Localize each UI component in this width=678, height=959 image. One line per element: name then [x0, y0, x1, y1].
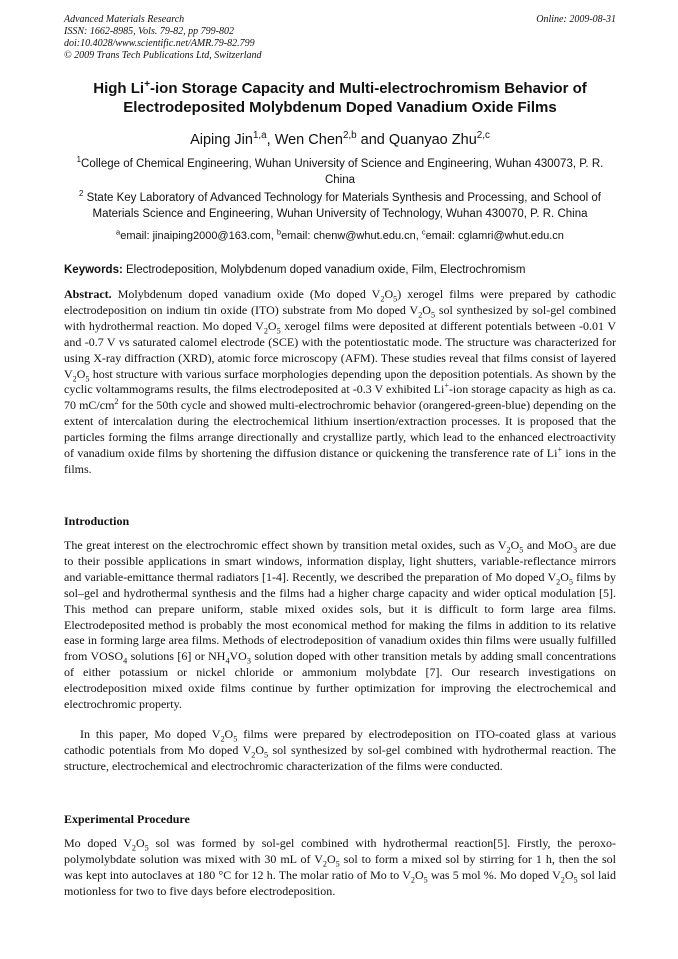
subscript: 2 [418, 310, 423, 320]
email-link[interactable]: email: chenw@whut.edu.cn, [281, 230, 422, 242]
subscript: 5 [519, 545, 524, 555]
author-superscript: 2,c [476, 130, 490, 142]
title-superscript: + [144, 79, 151, 90]
subscript: 2 [263, 326, 268, 336]
subscript: 5 [144, 843, 149, 853]
email-link[interactable]: email: cglamri@whut.edu.cn [425, 230, 564, 242]
email-list [64, 228, 616, 244]
title-text: High Li [93, 80, 145, 97]
subscript: 2 [72, 373, 77, 383]
abstract-text: O [267, 318, 277, 333]
abstract-text: O [384, 287, 394, 301]
subscript: 5 [85, 373, 90, 383]
author-superscript: 2,b [342, 130, 357, 142]
title-text: -ion Storage Capacity and Multi-electrochromism Behavior of [150, 80, 587, 97]
subscript: 2 [506, 545, 511, 555]
doi-line: doi:10.4028/www.scientific.net/AMR.79-82.799 [64, 38, 255, 49]
email-superscript: a [116, 227, 121, 237]
body-text: O [326, 851, 336, 866]
body-text: O [224, 727, 234, 741]
author-name: , Wen Chen [266, 132, 343, 148]
body-text: Mo doped V [64, 836, 132, 850]
intro-paragraph-1 [64, 538, 616, 713]
superscript: 2 [114, 397, 119, 407]
subscript: 5 [423, 875, 428, 885]
body-text: sol was formed by sol-gel combined with hydrothermal reaction[5]. Firstly, the peroxo-polymolybdate solution was mixed with 30 mL of V [64, 836, 616, 866]
author-superscript: 1,a [252, 130, 267, 142]
abstract-text: ) xerogel films were prepared by cathodic electrodeposition on indium tin oxide (ITO) substrate from Mo doped V [64, 287, 617, 317]
subscript: 2 [220, 734, 225, 744]
subscript: 4 [123, 656, 128, 666]
section-heading-experimental: Experimental Procedure [64, 812, 190, 826]
issn-line: ISSN: 1662-8985, Vols. 79-82, pp 799-802 [64, 26, 234, 37]
email-superscript: b [276, 227, 282, 237]
abstract-text: O [76, 366, 86, 381]
subscript: 2 [322, 859, 327, 869]
journal-header [64, 14, 616, 62]
experimental-paragraph [64, 836, 616, 900]
journal-name: Advanced Materials Research [64, 14, 185, 25]
keywords-text: Electrodeposition, Molybdenum doped vanadium oxide, Film, Electrochromism [122, 264, 526, 276]
body-text: O [510, 538, 520, 552]
abstract [64, 287, 616, 478]
body-text: films by sol–gel and hydrothermal synthesis and the films had a higher charge capacity and wider optical modulation [5]. This method can prepare uniform, stable mixed oxides sols, but it is difficult to form large area films. Electrodeposited method is probably the most economical method for making the films in addition to its relative ease in forming large area films. Methods of electrodeposition of vanadium oxides thin films were usually fulfilled from VOSO [64, 569, 616, 664]
subscript: 2 [251, 750, 256, 760]
body-text: VO [229, 649, 247, 664]
intro-paragraph-2 [64, 727, 616, 775]
subscript: 5 [430, 310, 436, 320]
email-link[interactable]: email: jinaiping2000@163.com, [120, 230, 277, 242]
subscript: 5 [233, 734, 238, 744]
author-name: and Quanyao Zhu [356, 132, 477, 148]
subscript: 5 [335, 859, 340, 869]
affiliation-number: 1 [76, 155, 82, 165]
subscript: 5 [573, 875, 578, 885]
abstract-text: -ion storage capacity as high as ca. 70 mC/cm [64, 382, 616, 413]
subscript: 2 [560, 875, 565, 885]
subscript: 2 [380, 294, 385, 304]
body-text: was 5 mol %. Mo doped V [427, 867, 561, 882]
author-list [64, 131, 616, 149]
body-text: The great interest on the electrochromic effect shown by transition metal oxides, such as V [64, 538, 507, 552]
subscript: 2 [131, 843, 136, 853]
superscript: + [444, 381, 449, 391]
body-text: films were prepared by electrodeposition on ITO-coated glass at various cathodic potentials from Mo doped V [64, 727, 616, 757]
body-text: sol synthesized by sol-gel combined with hydrothermal reaction. The structure, electrochemical and electrochromic characterization of the films were conducted. [64, 742, 616, 773]
affiliation-text: State Key Laboratory of Advanced Technology for Materials Synthesis and Processing, and School of Materials Science and Engineering, Wuhan University of Technology, Wuhan 430070, P. R. China [83, 192, 601, 220]
section-heading-introduction: Introduction [64, 514, 130, 528]
abstract-text: Molybdenum doped vanadium oxide (Mo doped V [111, 287, 381, 301]
online-date: Online: 2009-08-31 [536, 14, 616, 25]
subscript: 3 [572, 545, 578, 555]
body-text: O [560, 569, 569, 584]
body-text: In this paper, Mo doped V [80, 727, 221, 741]
affiliation-2 [64, 190, 616, 222]
subscript: 2 [556, 577, 561, 587]
body-text: O [564, 867, 574, 882]
keywords-label: Keywords: [64, 264, 123, 276]
abstract-text: host structure with various surface morphologies depending upon the deposition potentials. As shown by the cyclic voltammograms results, the films electrodeposited at -0.3 V exhibited Li [64, 366, 616, 397]
keywords [64, 262, 616, 278]
subscript: 5 [393, 294, 398, 304]
body-text: are due to their possible applications in smart windows, information display, light shutters, variable-reflectance mirrors and variable-emittance thermal radiators [1-4]. Recently, we described the preparation of Mo doped V [64, 538, 617, 584]
subscript: 3 [246, 656, 251, 666]
subscript: 4 [225, 656, 230, 666]
body-text: solutions [6] or NH [127, 649, 226, 664]
body-text: O [136, 836, 145, 850]
abstract-text: for the 50th cycle and showed multi-electrochromic behavior (orangered-green-blue) depending on the extent of intercalation during the electrochemical lithium insertion/extraction processes. It is proposed that the particles forming the films arrange directionally and crystallize partly, which lead to the enhanced electroactivity of vanadium oxide films by shortening the diffusion distance or quickening the transference rate of Li [64, 398, 616, 461]
abstract-text: xerogel films were deposited at different potentials between -0.01 V and -0.7 V vs saturated calomel electrode (SCE) with the potentiostatic mode. The structure was characterized for using X-ray diffraction (XRD), atomic force microscopy (AFM). These studies reveal that films consist of layered V [64, 318, 616, 381]
abstract-text: sol synthesized by sol-gel combined with hydrothermal reaction. Mo doped V [64, 302, 616, 333]
abstract-label: Abstract. [64, 287, 112, 301]
body-text: O [414, 867, 424, 882]
affiliation-number: 2 [79, 189, 84, 199]
body-text: and MoO [523, 538, 573, 552]
abstract-text: O [422, 302, 431, 317]
body-text: solution doped with other transition metals by adding small concentrations of either potassium or nickel chloride or ammonium molybdate [7]. Our research investigations on electrodeposition mixed oxide films continue by further optimization for improving the electrochemical and electrochromic property. [64, 649, 617, 712]
subscript: 2 [410, 875, 415, 885]
affiliation-text: College of Chemical Engineering, Wuhan University of Science and Engineering, Wuhan 430073, P. R. China [81, 158, 604, 186]
abstract-text: ions in the films. [64, 446, 617, 476]
copyright-line: © 2009 Trans Tech Publications Ltd, Switzerland [64, 50, 262, 61]
title-line-2: Electrodeposited Molybdenum Doped Vanadium Oxide Films [123, 99, 557, 116]
subscript: 5 [264, 750, 269, 760]
body-text: O [255, 742, 264, 757]
subscript: 5 [276, 326, 281, 336]
author-name: Aiping Jin [190, 132, 253, 148]
body-text: sol to form a mixed sol by stirring for 1 h, then the sol was kept into autoclaves at 180 °C for 12 h. The molar ratio of Mo to V [64, 851, 616, 882]
superscript: + [557, 445, 563, 455]
affiliation-1 [64, 156, 616, 188]
email-superscript: c [421, 227, 426, 237]
paper-title [64, 79, 616, 117]
body-text: sol laid motionless for two to five days before electrodeposition. [64, 867, 616, 898]
subscript: 5 [568, 577, 573, 587]
